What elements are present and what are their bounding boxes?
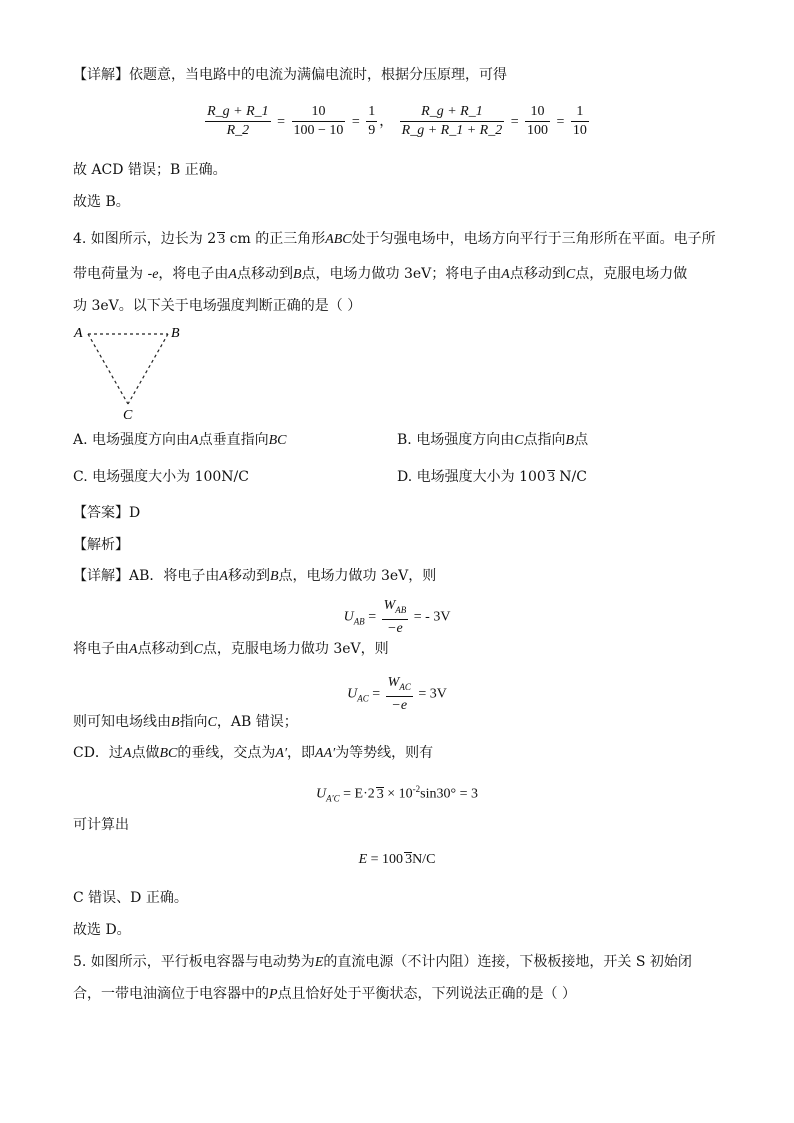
question-4-line-2: 带电荷量为 -e，将电子由A点移动到B点，电场力做功 3eV；将电子由A点移动到C点，克服电场力做 xyxy=(73,266,688,282)
fraction: $\frac{1}{10}$ xyxy=(572,104,587,138)
option-c: C. 电场强度大小为 100N/C xyxy=(73,469,249,485)
equation-e-value: E = 100 3N/C xyxy=(358,852,436,867)
answer-tag: 【答案】 xyxy=(73,505,129,521)
answer-value: D xyxy=(129,505,141,521)
detail-paragraph-1 xyxy=(73,65,507,85)
vertex-label-b: B xyxy=(171,326,180,341)
fraction: $\frac{10}{100}$ xyxy=(527,104,549,138)
sqrt-symbol: 3 xyxy=(218,232,226,247)
sqrt-symbol: 3 xyxy=(405,852,413,867)
question-5-line-1: 5. 如图所示，平行板电容器与电动势为E的直流电源（不计内阻）连接，下极板接地，开关 S 初始闭 xyxy=(73,954,692,970)
equation-uab: $U_{AB}$ = $\frac{W_{AB}}{-e}$ = - 3V xyxy=(343,598,451,636)
answer-line xyxy=(73,503,140,523)
question-5-line-2: 合，一带电油滴位于电容器中的P点且恰好处于平衡状态，下列说法正确的是（ ） xyxy=(73,986,577,1002)
option-d: D. 电场强度大小为 100 3 N/C xyxy=(397,469,587,485)
choice-line-2: 故选 D。 xyxy=(73,922,131,938)
analysis-tag: 【解析】 xyxy=(73,537,129,553)
detail-tag: 【详解】 xyxy=(73,67,129,83)
detail-line-move-ac: 将电子由A点移动到C点，克服电场力做功 3eV，则 xyxy=(73,641,389,657)
fraction: $\frac{R\_g + R\_1}{R\_g + R\_1 + R\_2}$ xyxy=(401,104,503,138)
detail-line-compute: 可计算出 xyxy=(73,817,129,833)
detail-text: 依题意，当电路中的电流为满偏电流时，根据分压原理，可得 xyxy=(129,67,507,83)
vertex-label-c: C xyxy=(123,408,133,422)
fraction: $\frac{1}{9}$ xyxy=(368,104,376,138)
question-4-line-3: 功 3eV。以下关于电场强度判断正确的是（ ） xyxy=(73,298,362,314)
detail-line-cd: CD．过A点做BC的垂线，交点为A′，即AA′为等势线，则有 xyxy=(73,745,434,761)
edge-bc xyxy=(128,334,168,404)
fraction: $\frac{10}{100 - 10}$ xyxy=(293,104,344,138)
equation-divider-ratio: $\frac{R\_g + R\_1}{R\_2}$ = $\frac{10}{100 - 10}$ = $\frac{1}{9}$ ， $\frac{R\_g + R\_1}{R\_g + R\_1 + R\_2}$ = $\frac{10}{100}$ = $\frac{1}{10}$ xyxy=(207,104,587,138)
vertex-label-a: A xyxy=(74,326,83,341)
question-4-line-1: 4. 如图所示，边长为 2 3 cm 的正三角形ABC处于匀强电场中，电场方向平行于三角形所在平面。电子所 xyxy=(73,231,716,247)
fraction: $\frac{R\_g + R\_1}{R\_2}$ xyxy=(207,104,269,138)
conclusion-line: 故 ACD 错误；B 正确。 xyxy=(73,162,227,178)
fraction: $\frac{W_{AC}}{-e}$ xyxy=(387,675,411,713)
equation-uac-prime: $U_{A'C} = E\cdot 2$ $3 \times 10^{-2}\sin 30^\circ = 3$ xyxy=(316,784,478,804)
option-a: A. 电场强度方向由A点垂直指向BC xyxy=(73,432,287,448)
triangle-figure xyxy=(70,322,190,422)
choice-line: 故选 B。 xyxy=(73,194,130,210)
sqrt-symbol: 3 xyxy=(547,470,555,485)
fraction: $\frac{W_{AB}}{-e}$ xyxy=(383,598,407,636)
sqrt-symbol: 3 xyxy=(376,786,384,802)
detail-paragraph-2: 【详解】AB．将电子由A移动到B点，电场力做功 3eV，则 xyxy=(73,568,437,584)
edge-ac xyxy=(88,334,128,404)
detail-line-field-direction: 则可知电场线由B指向C，AB 错误； xyxy=(73,714,298,730)
equation-uac: $U_{AC}$ = $\frac{W_{AC}}{-e}$ = 3V xyxy=(347,675,447,713)
conclusion-line-2: C 错误、D 正确。 xyxy=(73,890,188,906)
option-b: B. 电场强度方向由C点指向B点 xyxy=(397,432,589,448)
